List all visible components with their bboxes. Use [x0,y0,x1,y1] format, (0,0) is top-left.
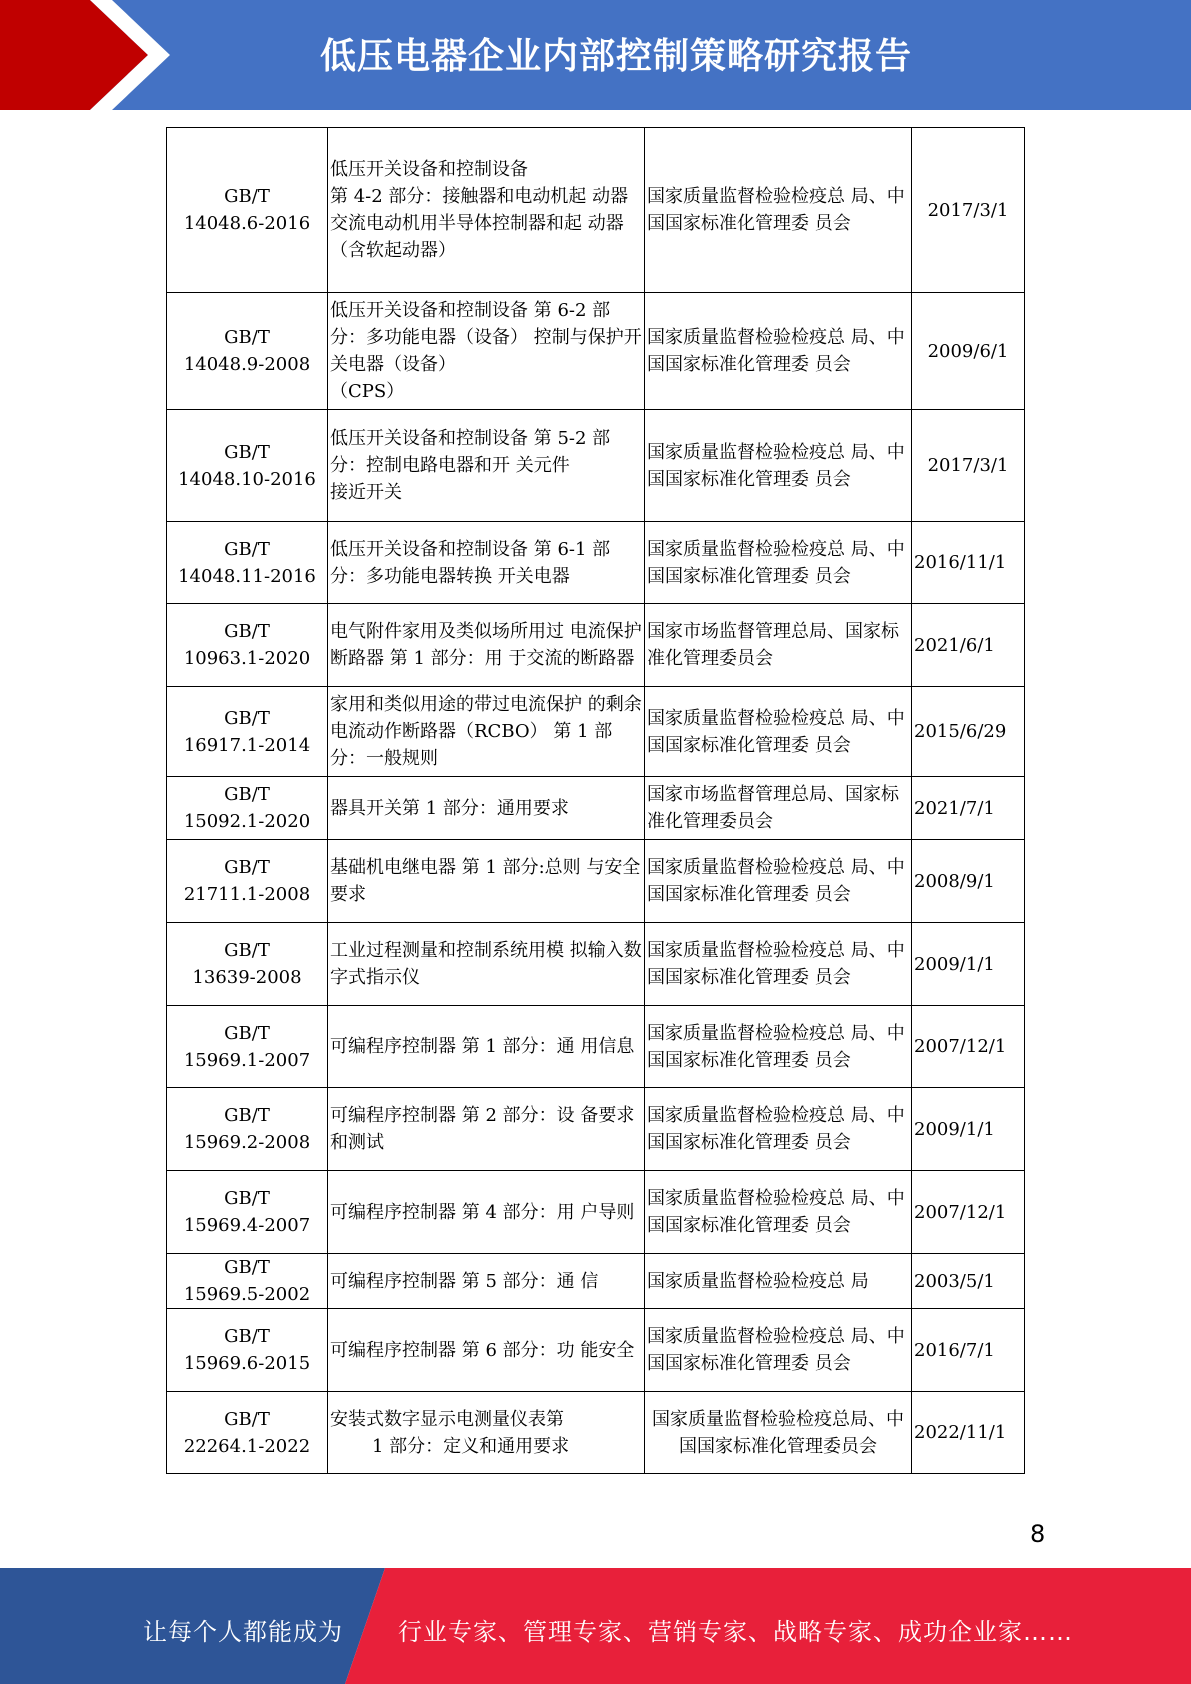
effective-date-cell: 2003/5/1 [912,1254,1025,1309]
table-row [167,687,1025,777]
effective-date-cell: 2009/1/1 [912,923,1025,1006]
table-row [167,293,1025,410]
issuing-authority-cell: 国家质量监督检验检疫总 局、中国国家标准化管理委 员会 [645,128,912,293]
standard-code-line: GB/T [224,538,270,560]
page-footer [0,1568,1191,1684]
standard-code-cell [167,1088,328,1171]
table-row [167,1088,1025,1171]
issuing-authority-cell: 国家质量监督检验检疫总 局 [645,1254,912,1309]
standard-title-cell [328,923,645,1006]
table-row [167,840,1025,923]
effective-date-cell: 2009/6/1 [912,293,1025,410]
issuing-authority-cell: 国家质量监督检验检疫总 局、中国国家标准化管理委 员会 [645,293,912,410]
effective-date-cell: 2017/3/1 [912,128,1025,293]
effective-date-cell: 2007/12/1 [912,1006,1025,1088]
standard-title-cell [328,1171,645,1254]
issuing-authority-cell: 国家质量监督检验检疫总 局、中国国家标准化管理委 员会 [645,1006,912,1088]
standard-title-line: 接近开关 [330,482,402,503]
table-row [167,1392,1025,1474]
effective-date-cell: 2007/12/1 [912,1171,1025,1254]
table-row [167,604,1025,687]
standard-code-line: GB/T [224,1022,270,1044]
standard-code-line: GB/T [224,707,270,729]
standard-code-line: 10963.1-2020 [183,648,311,669]
table-row [167,1309,1025,1392]
standard-title-cell [328,1254,645,1309]
standard-code-cell [167,923,328,1006]
standard-code-line: GB/T [224,784,270,805]
standard-code-cell [167,1006,328,1088]
standard-code-cell [167,1171,328,1254]
standard-code-cell [167,777,328,840]
standard-title-cell [328,522,645,604]
standard-title-line: （CPS） [330,381,405,402]
issuing-authority-cell: 国家质量监督检验检疫总 局、中国国家标准化管理委 员会 [645,1309,912,1392]
standard-code-line: 21711.1-2008 [183,884,311,905]
standard-title-cell [328,410,645,522]
standard-code-line: 15969.6-2015 [183,1353,311,1374]
table-row [167,923,1025,1006]
standard-title-line: 低压开关设备和控制设备 第 5-2 部分：控制电路电器和开 关元件 [330,428,611,476]
standards-table [166,127,1025,1474]
effective-date-cell: 2022/11/1 [912,1392,1025,1474]
standard-title-line: 可编程序控制器 第 1 部分：通 用信息 [330,1036,635,1057]
standard-title-line: 第 4-2 部分：接触器和电动机起 动器 [330,186,629,207]
standard-code-cell [167,1309,328,1392]
issuing-authority-cell: 国家质量监督检验检疫总 局、中国国家标准化管理委 员会 [645,687,912,777]
standard-title-line: 基础机电继电器 第 1 部分:总则 与安全要求 [330,857,641,905]
standard-code-line: GB/T [224,327,270,348]
page-header [0,0,1191,110]
issuing-authority-cell: 国家质量监督检验检疫总 局、中国国家标准化管理委 员会 [645,840,912,923]
standard-code-line: GB/T [224,1257,270,1278]
table-row [167,128,1025,293]
standard-code-line: 14048.6-2016 [183,213,311,234]
table-row [167,1006,1025,1088]
effective-date-cell: 2016/7/1 [912,1309,1025,1392]
standard-title-cell [328,840,645,923]
effective-date-cell: 2016/11/1 [912,522,1025,604]
table-row [167,777,1025,840]
standard-code-line: GB/T [224,1105,270,1126]
standard-code-line: GB/T [224,1326,270,1347]
issuing-authority-cell: 国家质量监督检验检疫总局、中国国家标准化管理委员会 [645,1392,912,1474]
standard-code-line: 15092.1-2020 [183,811,311,832]
standard-code-cell [167,522,328,604]
standard-title-cell [328,1392,645,1474]
standard-title-line: 家用和类似用途的带过电流保护 的剩余电流动作断路器（RCBO） 第 1 部分：一般规则 [330,694,642,769]
standard-title-cell [328,604,645,687]
standard-title-cell [328,293,645,410]
footer-slogan-left: 让每个人都能成为 [143,1618,343,1646]
effective-date-cell: 2017/3/1 [912,410,1025,522]
standard-code-line: GB/T [224,857,270,878]
standard-code-line: GB/T [224,186,270,207]
standard-title-cell [328,1088,645,1171]
standard-title-cell [328,777,645,840]
page-number: 8 [1030,1520,1046,1548]
issuing-authority-cell: 国家质量监督检验检疫总 局、中国国家标准化管理委 员会 [645,410,912,522]
standard-code-line: 15969.1-2007 [183,1049,311,1071]
effective-date-cell: 2009/1/1 [912,1088,1025,1171]
standard-title-line: 低压开关设备和控制设备 第 6-1 部分：多功能电器转换 开关电器 [330,538,611,587]
standard-title-line: 安装式数字显示电测量仪表第 [330,1408,564,1430]
table-row [167,1171,1025,1254]
standard-title-cell [328,1006,645,1088]
issuing-authority-cell: 国家市场监督管理总局、国家标准化管理委员会 [645,604,912,687]
standards-table-wrapper [166,127,1025,1474]
standard-code-cell [167,410,328,522]
standard-title-line: 器具开关第 1 部分：通用要求 [330,797,569,819]
standard-code-line: 15969.5-2002 [183,1284,311,1305]
issuing-authority-cell: 国家质量监督检验检疫总 局、中国国家标准化管理委 员会 [645,522,912,604]
standard-code-line: GB/T [224,621,270,642]
standard-title-cell [328,687,645,777]
standard-code-line: 14048.9-2008 [183,354,311,375]
issuing-authority-cell: 国家质量监督检验检疫总 局、中国国家标准化管理委 员会 [645,1171,912,1254]
standard-title-cell [328,128,645,293]
standard-title-line: 可编程序控制器 第 2 部分：设 备要求和测试 [330,1105,635,1153]
standard-code-cell [167,687,328,777]
standard-code-line: GB/T [224,441,270,463]
standard-code-line: GB/T [224,1408,270,1430]
standard-code-line: 14048.11-2016 [178,565,316,587]
table-row [167,1254,1025,1309]
standard-code-line: 22264.1-2022 [183,1435,311,1457]
standard-code-cell [167,604,328,687]
effective-date-cell: 2015/6/29 [912,687,1025,777]
effective-date-cell: 2021/6/1 [912,604,1025,687]
standard-code-line: 14048.10-2016 [178,468,316,490]
standard-title-line: 工业过程测量和控制系统用模 拟输入数字式指示仪 [330,940,642,988]
standard-title-line: 1 部分：定义和通用要求 [372,1435,570,1457]
standard-title-line: （含软起动器） [330,240,456,261]
standards-table-body [167,128,1025,1474]
standard-title-line: 交流电动机用半导体控制器和起 动器 [330,213,624,234]
standard-title-line: 低压开关设备和控制设备 第 6-2 部分：多功能电器（设备） 控制与保护开关电器（设备） [330,300,642,375]
standard-code-cell [167,1254,328,1309]
standard-title-line: 可编程序控制器 第 6 部分：功 能安全 [330,1339,635,1361]
document-title: 低压电器企业内部控制策略研究报告 [320,36,913,77]
standard-code-line: 13639-2008 [192,967,302,988]
table-row [167,410,1025,522]
standard-code-line: 15969.4-2007 [183,1215,311,1236]
issuing-authority-cell: 国家质量监督检验检疫总 局、中国国家标准化管理委 员会 [645,923,912,1006]
standard-title-line: 可编程序控制器 第 4 部分：用 户导则 [330,1201,635,1223]
standard-title-cell [328,1309,645,1392]
issuing-authority-cell: 国家市场监督管理总局、国家标准化管理委员会 [645,777,912,840]
standard-code-cell [167,293,328,410]
standard-title-line: 低压开关设备和控制设备 [330,159,528,180]
standard-code-cell [167,840,328,923]
standard-title-line: 电气附件家用及类似场所用过 电流保护断路器 第 1 部分：用 于交流的断路器 [330,621,642,669]
issuing-authority-cell: 国家质量监督检验检疫总 局、中国国家标准化管理委 员会 [645,1088,912,1171]
standard-code-cell [167,128,328,293]
footer-slogan-right: 行业专家、管理专家、营销专家、战略专家、成功企业家…… [398,1618,1073,1646]
standard-code-line: 16917.1-2014 [183,734,311,756]
standard-code-line: 15969.2-2008 [183,1132,311,1153]
effective-date-cell: 2008/9/1 [912,840,1025,923]
table-row [167,522,1025,604]
standard-code-cell [167,1392,328,1474]
standard-title-line: 可编程序控制器 第 5 部分：通 信 [330,1270,599,1292]
effective-date-cell: 2021/7/1 [912,777,1025,840]
standard-code-line: GB/T [224,1188,270,1209]
standard-code-line: GB/T [224,940,270,961]
